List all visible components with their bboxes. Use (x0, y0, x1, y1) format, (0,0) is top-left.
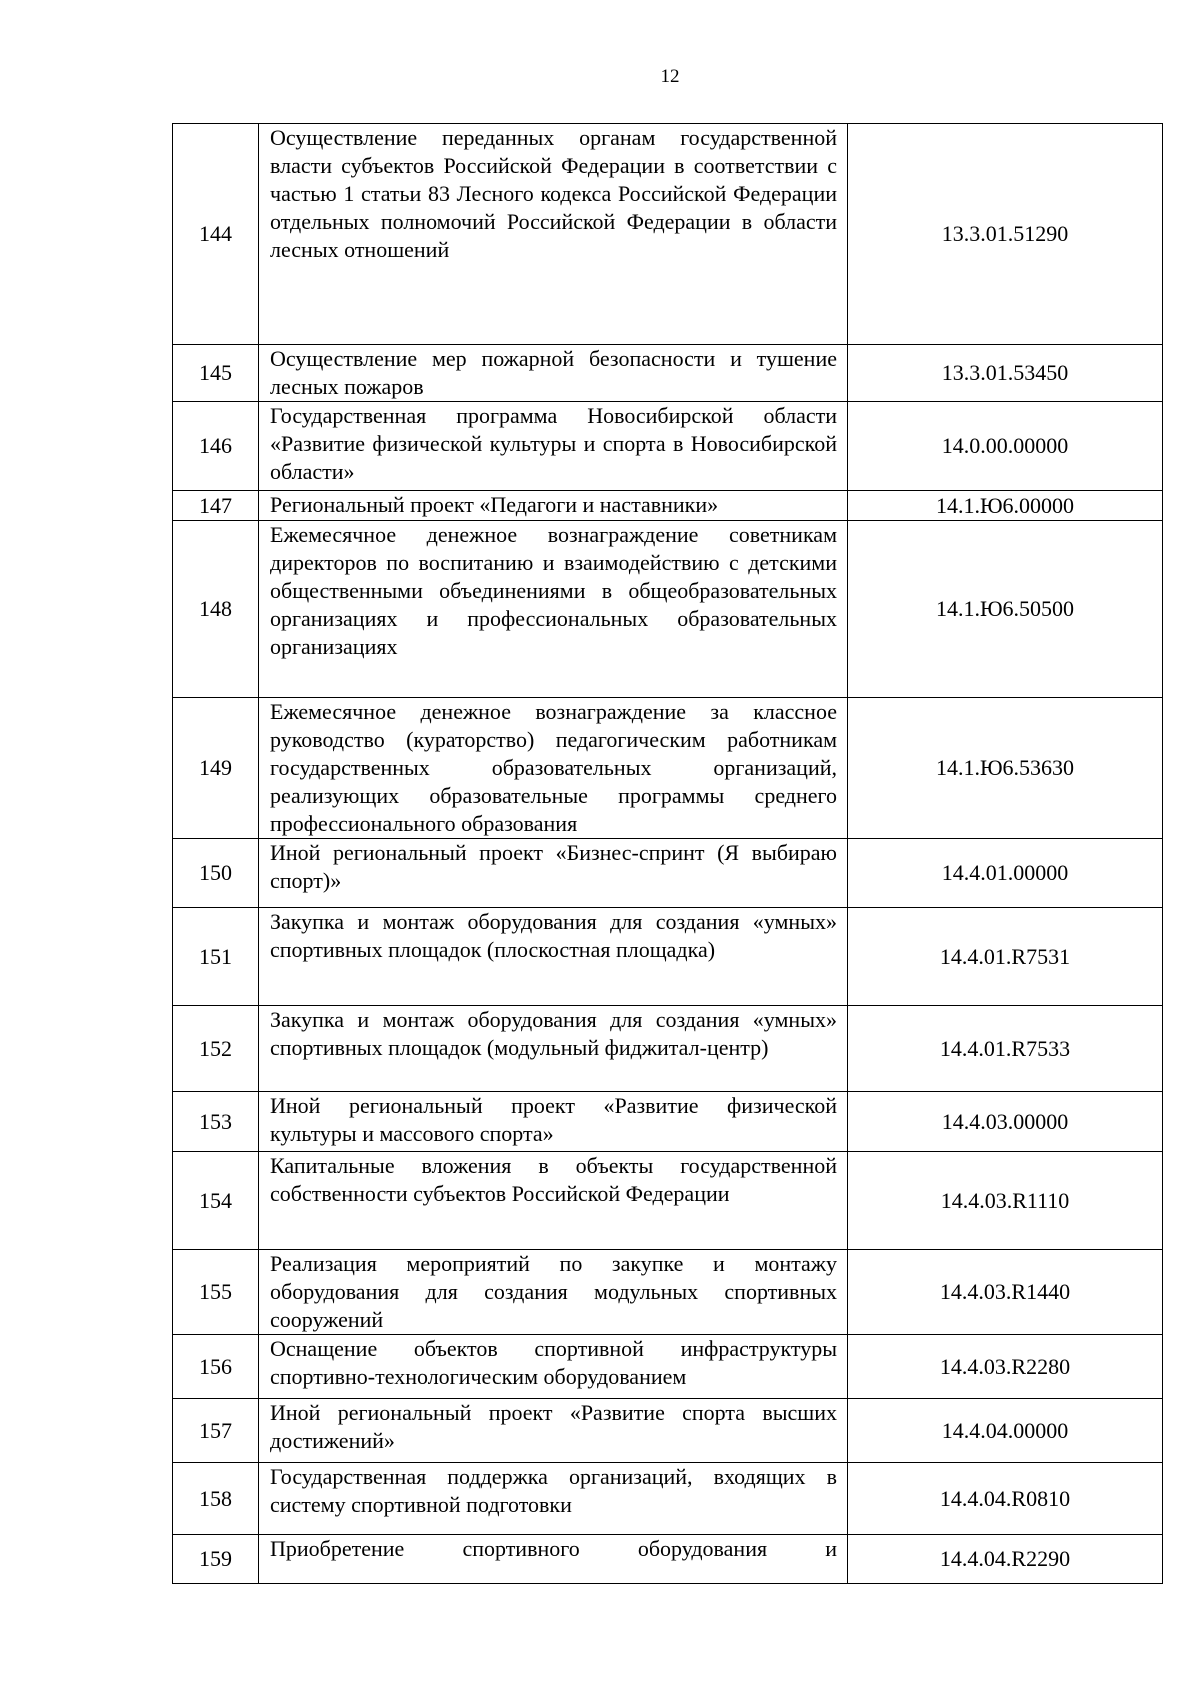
row-code: 14.4.03.R1110 (848, 1152, 1163, 1250)
row-name: Закупка и монтаж оборудования для создания «умных» спортивных площадок (модульный фиджитал-центр) (259, 1006, 848, 1092)
row-name: Иной региональный проект «Развитие спорта высших достижений» (259, 1399, 848, 1463)
row-name: Ежемесячное денежное вознаграждение за классное руководство (кураторство) педагогическим работникам государственных образовательных организаций, реализующих образовательные программы среднего профессионального образования (259, 698, 848, 839)
row-number: 145 (173, 345, 259, 402)
row-number: 154 (173, 1152, 259, 1250)
row-name: Государственная программа Новосибирской области «Развитие физической культуры и спорта в Новосибирской области» (259, 402, 848, 491)
table-row (173, 1535, 1163, 1584)
row-code: 14.0.00.00000 (848, 402, 1163, 491)
row-code: 14.1.Ю6.50500 (848, 521, 1163, 698)
row-number: 147 (173, 491, 259, 521)
table-row (173, 698, 1163, 839)
table-row (173, 908, 1163, 1006)
table-row (173, 1092, 1163, 1152)
row-name: Реализация мероприятий по закупке и монтажу оборудования для создания модульных спортивных сооружений (259, 1250, 848, 1335)
row-code: 14.4.01.00000 (848, 839, 1163, 908)
row-number: 153 (173, 1092, 259, 1152)
row-code: 14.1.Ю6.53630 (848, 698, 1163, 839)
row-name: Приобретение спортивного оборудования и (259, 1535, 848, 1584)
row-code: 14.4.01.R7531 (848, 908, 1163, 1006)
row-code: 13.3.01.53450 (848, 345, 1163, 402)
row-name: Региональный проект «Педагоги и наставники» (259, 491, 848, 521)
row-code: 14.1.Ю6.00000 (848, 491, 1163, 521)
row-code: 14.4.04.00000 (848, 1399, 1163, 1463)
row-name: Ежемесячное денежное вознаграждение советникам директоров по воспитанию и взаимодействию с детскими общественными объединениями в общеобразовательных организациях и профессиональных образовательных организациях (259, 521, 848, 698)
table-row (173, 1250, 1163, 1335)
row-code: 14.4.04.R2290 (848, 1535, 1163, 1584)
table-row (173, 402, 1163, 491)
row-number: 156 (173, 1335, 259, 1399)
row-number: 149 (173, 698, 259, 839)
row-code: 13.3.01.51290 (848, 124, 1163, 345)
row-number: 155 (173, 1250, 259, 1335)
row-name: Иной региональный проект «Бизнес-спринт (Я выбираю спорт)» (259, 839, 848, 908)
row-code: 14.4.04.R0810 (848, 1463, 1163, 1535)
row-number: 148 (173, 521, 259, 698)
row-name: Осуществление мер пожарной безопасности и тушение лесных пожаров (259, 345, 848, 402)
table-row (173, 521, 1163, 698)
row-name: Государственная поддержка организаций, входящих в систему спортивной подготовки (259, 1463, 848, 1535)
budget-code-table (172, 123, 1163, 1584)
table-row (173, 345, 1163, 402)
row-number: 157 (173, 1399, 259, 1463)
row-number: 151 (173, 908, 259, 1006)
row-number: 152 (173, 1006, 259, 1092)
row-code: 14.4.03.R1440 (848, 1250, 1163, 1335)
table-row (173, 1152, 1163, 1250)
row-code: 14.4.03.R2280 (848, 1335, 1163, 1399)
row-number: 158 (173, 1463, 259, 1535)
row-name: Капитальные вложения в объекты государственной собственности субъектов Российской Федерации (259, 1152, 848, 1250)
row-number: 144 (173, 124, 259, 345)
row-number: 159 (173, 1535, 259, 1584)
table-row (173, 1399, 1163, 1463)
table-row (173, 491, 1163, 521)
row-name: Осуществление переданных органам государственной власти субъектов Российской Федерации в соответствии с частью 1 статьи 83 Лесного кодекса Российской Федерации отдельных полномочий Российской Федерации в области лесных отношений (259, 124, 848, 345)
row-code: 14.4.03.00000 (848, 1092, 1163, 1152)
row-name: Закупка и монтаж оборудования для создания «умных» спортивных площадок (плоскостная площадка) (259, 908, 848, 1006)
page-number: 12 (660, 66, 680, 87)
table-row (173, 839, 1163, 908)
row-name: Оснащение объектов спортивной инфраструктуры спортивно-технологическим оборудованием (259, 1335, 848, 1399)
table-row (173, 1006, 1163, 1092)
row-number: 150 (173, 839, 259, 908)
row-name: Иной региональный проект «Развитие физической культуры и массового спорта» (259, 1092, 848, 1152)
row-number: 146 (173, 402, 259, 491)
table-row (173, 124, 1163, 345)
row-code: 14.4.01.R7533 (848, 1006, 1163, 1092)
table-row (173, 1463, 1163, 1535)
table-row (173, 1335, 1163, 1399)
